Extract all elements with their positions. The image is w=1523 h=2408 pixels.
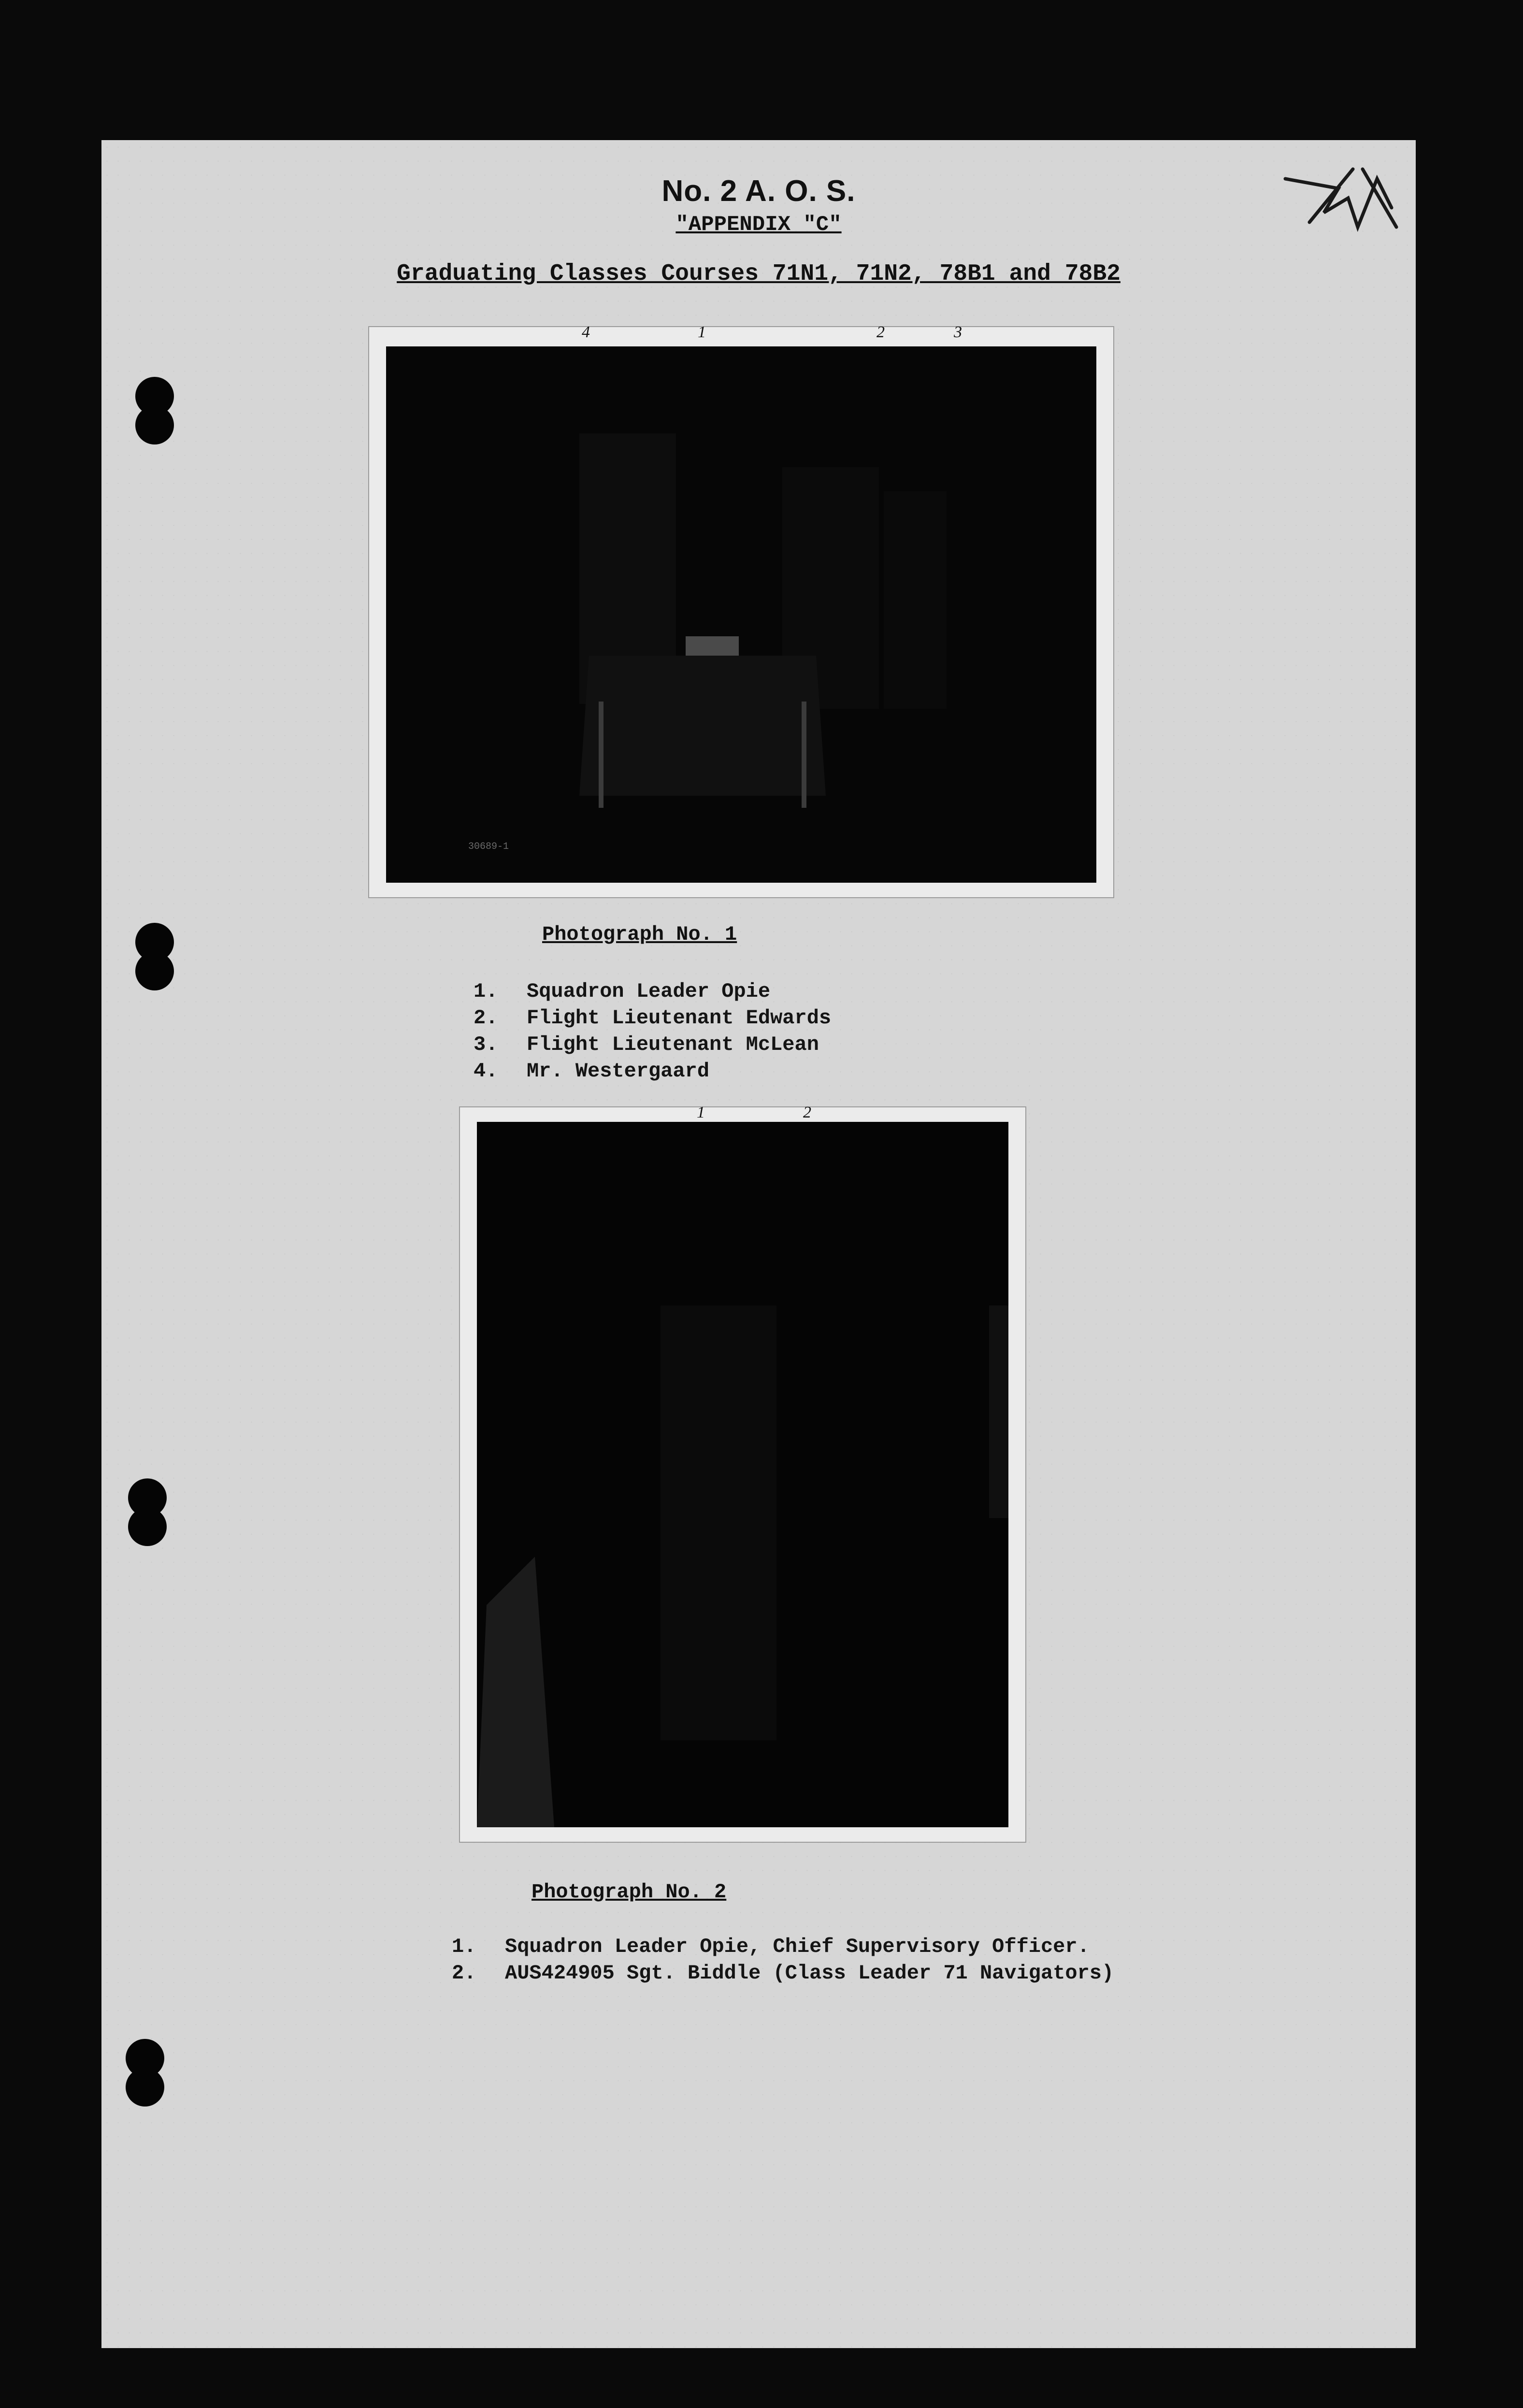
- photo-1-caption: Photograph No. 1: [542, 923, 737, 946]
- photo-2-caption: Photograph No. 2: [532, 1880, 727, 1904]
- document-subtitle: Graduating Classes Courses 71N1, 71N2, 78B1 and 78B2: [397, 261, 1121, 287]
- list-item: 1. Squadron Leader Opie, Chief Supervisory Officer.: [452, 1935, 1090, 1958]
- photo-1-id-mark: 1: [698, 323, 706, 341]
- photo-2-list: [452, 1934, 1114, 1987]
- punch-hole-icon: [135, 377, 174, 440]
- list-item: 2. AUS424905 Sgt. Biddle (Class Leader 71 Navigators): [452, 1962, 1114, 1985]
- punch-hole-icon: [135, 923, 174, 986]
- photo-1-id-mark: 3: [954, 323, 962, 341]
- photo-1-id-mark: 2: [876, 323, 885, 341]
- appendix-heading: "APPENDIX "C": [675, 213, 842, 237]
- photo-2-id-mark: 2: [803, 1104, 811, 1121]
- punch-hole-icon: [128, 1478, 167, 1541]
- list-item: 4. Mr. Westergaard: [474, 1060, 710, 1083]
- photo-1-list: [474, 978, 831, 1085]
- unit-heading: No. 2 A. O. S.: [661, 174, 856, 208]
- photo-1-id-mark: 4: [582, 323, 590, 341]
- photo-2-mount: [459, 1106, 1026, 1843]
- list-item: 1. Squadron Leader Opie: [474, 980, 771, 1003]
- photograph-1: [386, 346, 1096, 883]
- photo-1-negative-number: 30689-1: [468, 841, 509, 852]
- photograph-2-scene: [477, 1122, 1008, 1827]
- punch-hole-icon: [126, 2039, 164, 2102]
- photograph-2: [477, 1122, 1008, 1827]
- document-page: [101, 140, 1416, 2348]
- photo-1-mount: [368, 323, 1114, 898]
- photo-2-id-mark: 1: [697, 1104, 705, 1121]
- list-item: 3. Flight Lieutenant McLean: [474, 1033, 819, 1056]
- photograph-1-scene: [386, 346, 1096, 883]
- list-item: 2. Flight Lieutenant Edwards: [474, 1006, 832, 1030]
